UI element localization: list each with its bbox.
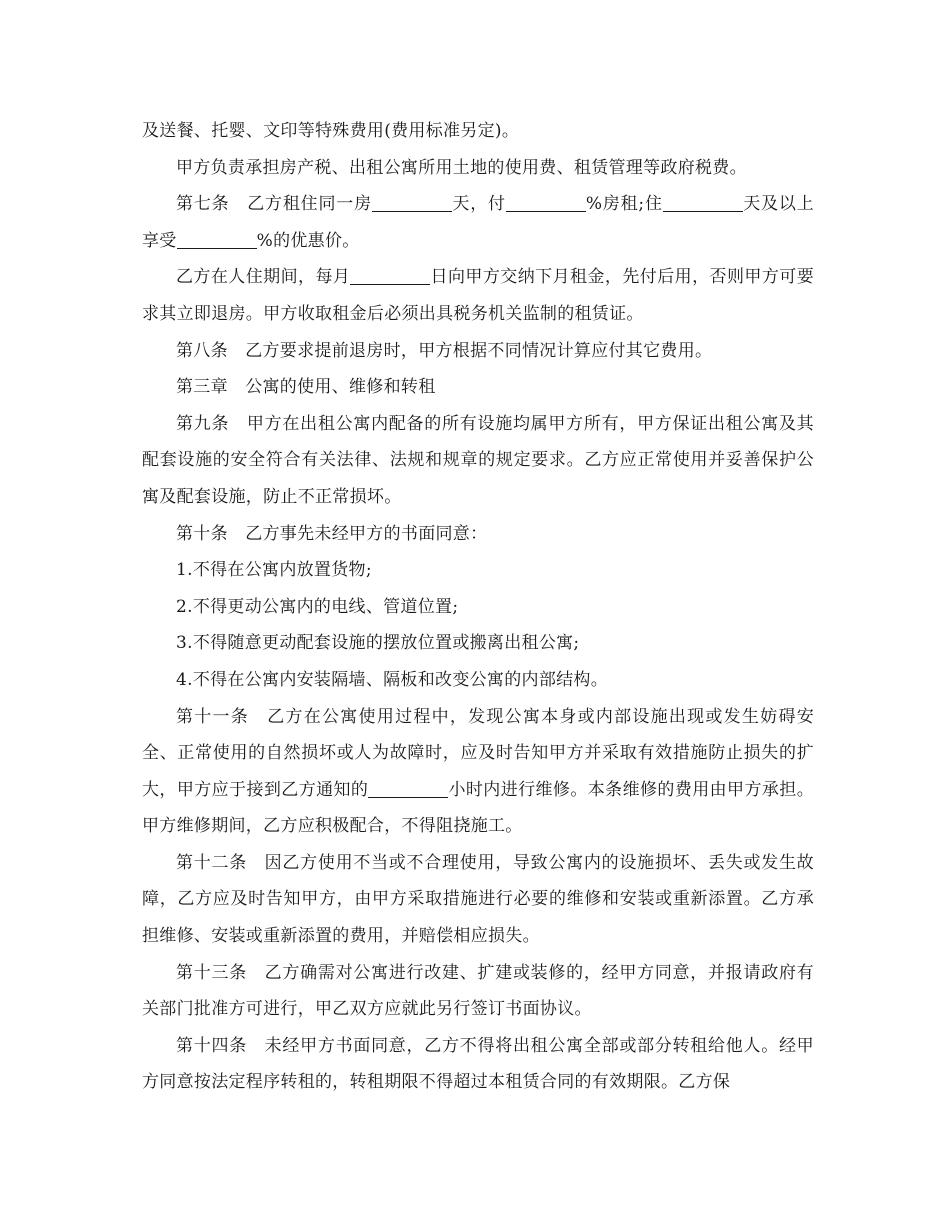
text-segment: 1.不得在公寓内放置货物;: [176, 560, 372, 581]
paragraph-article-13: [142, 955, 814, 1028]
document-body: [142, 113, 814, 1101]
text-segment: 乙方在人住期间，每月: [176, 267, 351, 288]
list-item-1: [142, 552, 814, 589]
paragraph-article-10: [142, 516, 814, 553]
text-segment: 小时内进行维修。本条维修的费用由甲方承担。甲方维修期间，乙方应积极配合，不得阻挠施工。: [142, 779, 814, 837]
text-segment: %的优惠价。: [256, 230, 360, 251]
text-segment: 第十条 乙方事先未经甲方的书面同意：: [176, 523, 488, 544]
paragraph-government-taxes: [142, 150, 814, 187]
paragraph-special-fees: [142, 113, 814, 150]
text-segment: 天及以上享受: [142, 194, 814, 251]
fill-blank-stay-days[interactable]: [663, 193, 743, 212]
paragraph-article-9: [142, 406, 814, 516]
text-segment: 天，付: [451, 194, 506, 215]
text-segment: 第十三条 乙方确需对公寓进行改建、扩建或装修的，经甲方同意，并报请政府有关部门批准方可进行，甲乙双方应就此另行签订书面协议。: [142, 962, 814, 1020]
text-segment: 3.不得随意更动配套设施的摆放位置或搬离出租公寓;: [176, 633, 580, 654]
text-segment: 2.不得更动公寓内的电线、管道位置;: [176, 596, 459, 617]
fill-blank-discount-percent[interactable]: [177, 230, 257, 249]
list-item-4: [142, 662, 814, 699]
text-segment: 第十二条 因乙方使用不当或不合理使用，导致公寓内的设施损坏、丢失或发生故障，乙方应及时告知甲方，由甲方采取措施进行必要的维修和安装或重新添置。乙方承担维修、安装或重新添置的费用，并赔偿相应损失。: [142, 852, 814, 947]
text-segment: %房租;住: [585, 194, 663, 215]
text-segment: 第十四条 未经甲方书面同意，乙方不得将出租公寓全部或部分转租给他人。经甲方同意按法定程序转租的，转租期限不得超过本租赁合同的有效期限。乙方保: [142, 1035, 814, 1093]
text-segment: 及送餐、托婴、文印等特殊费用(费用标准另定)。: [142, 121, 520, 141]
text-segment: 4.不得在公寓内安装隔墙、隔板和改变公寓的内部结构。: [176, 669, 609, 690]
fill-blank-days[interactable]: [372, 193, 452, 212]
paragraph-article-12: [142, 845, 814, 955]
fill-blank-payment-day[interactable]: [350, 266, 430, 285]
text-segment: 第九条 甲方在出租公寓内配备的所有设施均属甲方所有，甲方保证出租公寓及其配套设施的安全符合有关法律、法规和规章的规定要求。乙方应正常使用并妥善保护公寓及配套设施，防止不正常损坏。: [142, 413, 814, 507]
paragraph-article-8: [142, 333, 814, 370]
list-item-2: [142, 589, 814, 626]
text-segment: 第七条 乙方租住同一房: [176, 194, 372, 215]
paragraph-monthly-rent: [142, 259, 814, 332]
text-segment: 第八条 乙方要求提前退房时，甲方根据不同情况计算应付其它费用。: [176, 340, 713, 361]
text-segment: 第三章 公寓的使用、维修和转租: [176, 377, 436, 398]
fill-blank-repair-hours[interactable]: [368, 779, 448, 798]
text-segment: 日向甲方交纳下月租金，先付后用，否则甲方可要求其立即退房。甲方收取租金后必须出具税务机关监制的租赁证。: [142, 267, 814, 324]
paragraph-article-7: [142, 186, 814, 259]
fill-blank-rent-percent[interactable]: [506, 193, 586, 212]
list-item-3: [142, 625, 814, 662]
paragraph-article-11: [142, 699, 814, 845]
chapter-heading-3: [142, 369, 814, 406]
text-segment: 甲方负责承担房产税、出租公寓所用土地的使用费、租赁管理等政府税费。: [176, 157, 747, 178]
paragraph-article-14: [142, 1028, 814, 1101]
text-segment: 第十一条 乙方在公寓使用过程中，发现公寓本身或内部设施出现或发生妨碍安全、正常使用的自然损坏或人为故障时，应及时告知甲方并采取有效措施防止损失的扩大，甲方应于接到乙方通知的: [142, 706, 814, 800]
